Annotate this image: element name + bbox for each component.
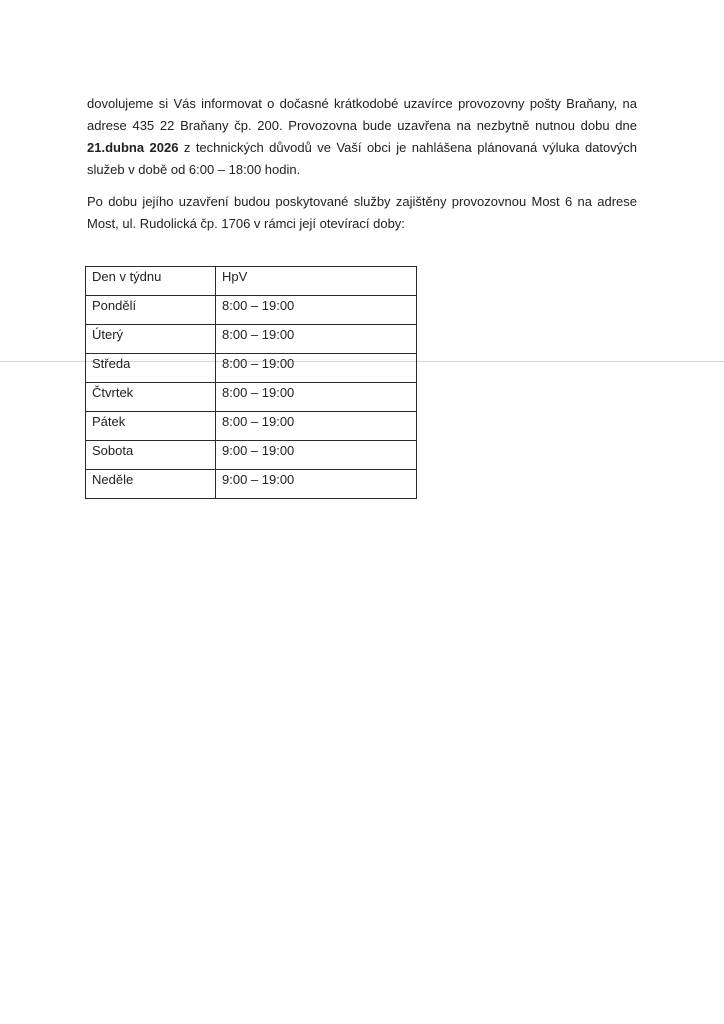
table-row xyxy=(86,470,417,499)
table-row xyxy=(86,383,417,412)
letter-body xyxy=(87,93,637,235)
table-header-row xyxy=(86,267,417,296)
header-hours: HpV xyxy=(216,267,417,296)
closure-date: 21.dubna 2026 xyxy=(87,140,179,155)
hours-cell: 9:00 – 19:00 xyxy=(216,470,417,499)
hours-cell: 8:00 – 19:00 xyxy=(216,412,417,441)
closure-notice-intro: dovolujeme si Vás informovat o dočasné krátkodobé uzavírce provozovny pošty Braňany, na adrese 435 22 Braňany čp. 200. Provozovna bude uzavřena na nezbytně nutnou dobu dne xyxy=(87,96,637,133)
table-row xyxy=(86,325,417,354)
hours-cell: 8:00 – 19:00 xyxy=(216,383,417,412)
hours-cell: 9:00 – 19:00 xyxy=(216,441,417,470)
hours-cell: 8:00 – 19:00 xyxy=(216,325,417,354)
table-row xyxy=(86,354,417,383)
closure-notice-rest: z technických důvodů ve Vaší obci je nahlášena plánovaná výluka datových služeb v době od 6:00 – 18:00 hodin. xyxy=(87,140,637,177)
table-row xyxy=(86,412,417,441)
opening-hours-table xyxy=(85,266,417,499)
alternate-office-paragraph: Po dobu jejího uzavření budou poskytované služby zajištěny provozovnou Most 6 na adrese Most, ul. Rudolická čp. 1706 v rámci její otevírací doby: xyxy=(87,194,637,231)
table-row xyxy=(86,296,417,325)
hours-cell: 8:00 – 19:00 xyxy=(216,354,417,383)
closure-notice-paragraph xyxy=(87,93,637,181)
day-cell: Čtvrtek xyxy=(86,383,216,412)
day-cell: Neděle xyxy=(86,470,216,499)
day-cell: Úterý xyxy=(86,325,216,354)
day-cell: Pondělí xyxy=(86,296,216,325)
day-cell: Středa xyxy=(86,354,216,383)
day-cell: Sobota xyxy=(86,441,216,470)
header-day: Den v týdnu xyxy=(86,267,216,296)
day-cell: Pátek xyxy=(86,412,216,441)
hours-cell: 8:00 – 19:00 xyxy=(216,296,417,325)
table-row xyxy=(86,441,417,470)
